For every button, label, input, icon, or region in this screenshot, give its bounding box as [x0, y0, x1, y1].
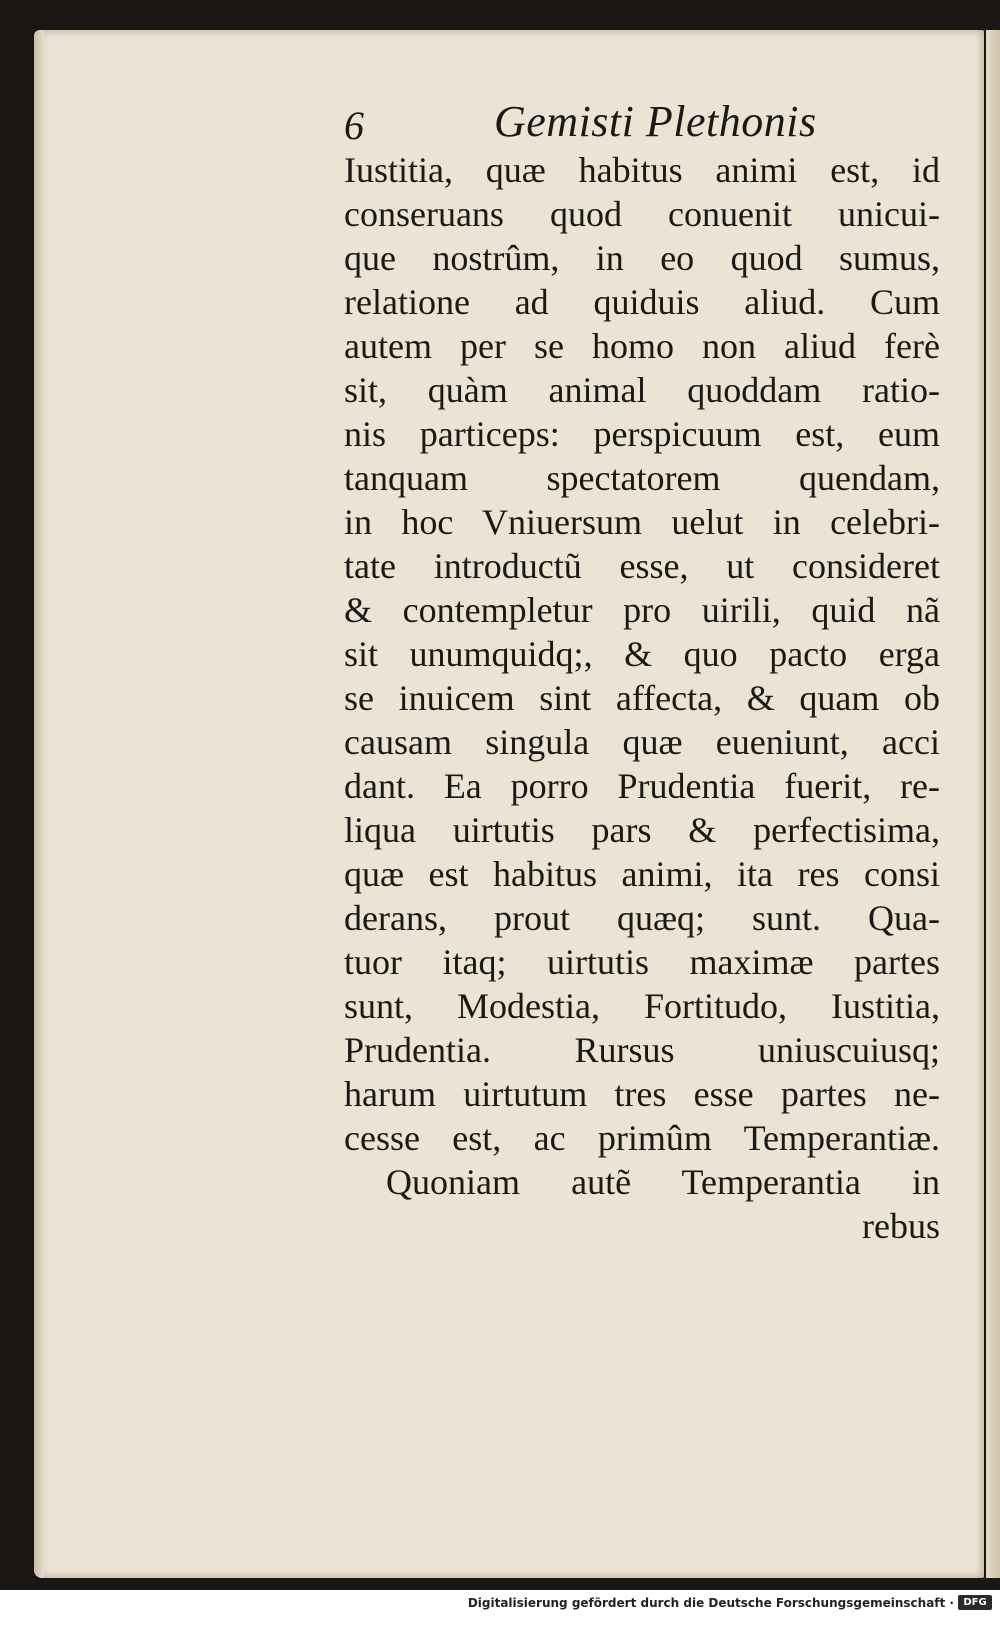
text-line: sit, quàm animal quoddam ratio- — [344, 370, 940, 410]
running-head: Gemisti Plethonis — [494, 97, 817, 146]
paragraph-start-line: Quoniam autẽ Temperantia in — [386, 1162, 940, 1202]
text-line: Iustitia, quæ habitus animi est, id — [344, 150, 940, 190]
page-left-edge — [34, 30, 44, 1578]
text-line: in hoc Vniuersum uelut in celebri- — [344, 502, 940, 542]
text-line: autem per se homo non aliud ferè — [344, 326, 940, 366]
text-line: conseruans quod conuenit unicui- — [344, 194, 940, 234]
page-number: 6 — [344, 103, 364, 148]
catchword: rebus — [862, 1206, 940, 1246]
text-line: Prudentia. Rursus uniuscuiusq; — [344, 1030, 940, 1070]
text-line: quæ est habitus animi, ita res consi — [344, 854, 940, 894]
body-text — [344, 148, 940, 1248]
text-line: derans, prout quæq; sunt. Qua- — [344, 898, 940, 938]
text-line: tate introductũ esse, ut consideret — [344, 546, 940, 586]
text-line: & contempletur pro uirili, quid nã — [344, 590, 940, 630]
next-page-edge — [986, 30, 1000, 1578]
text-line: liqua uirtutis pars & perfectisima, — [344, 810, 940, 850]
text-line: tuor itaq; uirtutis maximæ partes — [344, 942, 940, 982]
text-line: sit unumquidq;, & quo pacto erga — [344, 634, 940, 674]
text-line: se inuicem sint affecta, & quam ob — [344, 678, 940, 718]
text-line: nis particeps: perspicuum est, eum — [344, 414, 940, 454]
text-line: harum uirtutum tres esse partes ne- — [344, 1074, 940, 1114]
dfg-logo: DFG — [958, 1595, 992, 1610]
text-line: causam singula quæ eueniunt, acci — [344, 722, 940, 762]
digitization-credit: Digitalisierung gefördert durch die Deutsche Forschungsgemeinschaft · — [467, 1596, 954, 1610]
text-line: cesse est, ac primûm Temperantiæ. — [344, 1118, 940, 1158]
page-header — [344, 96, 944, 156]
text-line: que nostrûm, in eo quod sumus, — [344, 238, 940, 278]
text-line: tanquam spectatorem quendam, — [344, 458, 940, 498]
text-line: relatione ad quiduis aliud. Cum — [344, 282, 940, 322]
text-line: dant. Ea porro Prudentia fuerit, re- — [344, 766, 940, 806]
text-line: sunt, Modestia, Fortitudo, Iustitia, — [344, 986, 940, 1026]
